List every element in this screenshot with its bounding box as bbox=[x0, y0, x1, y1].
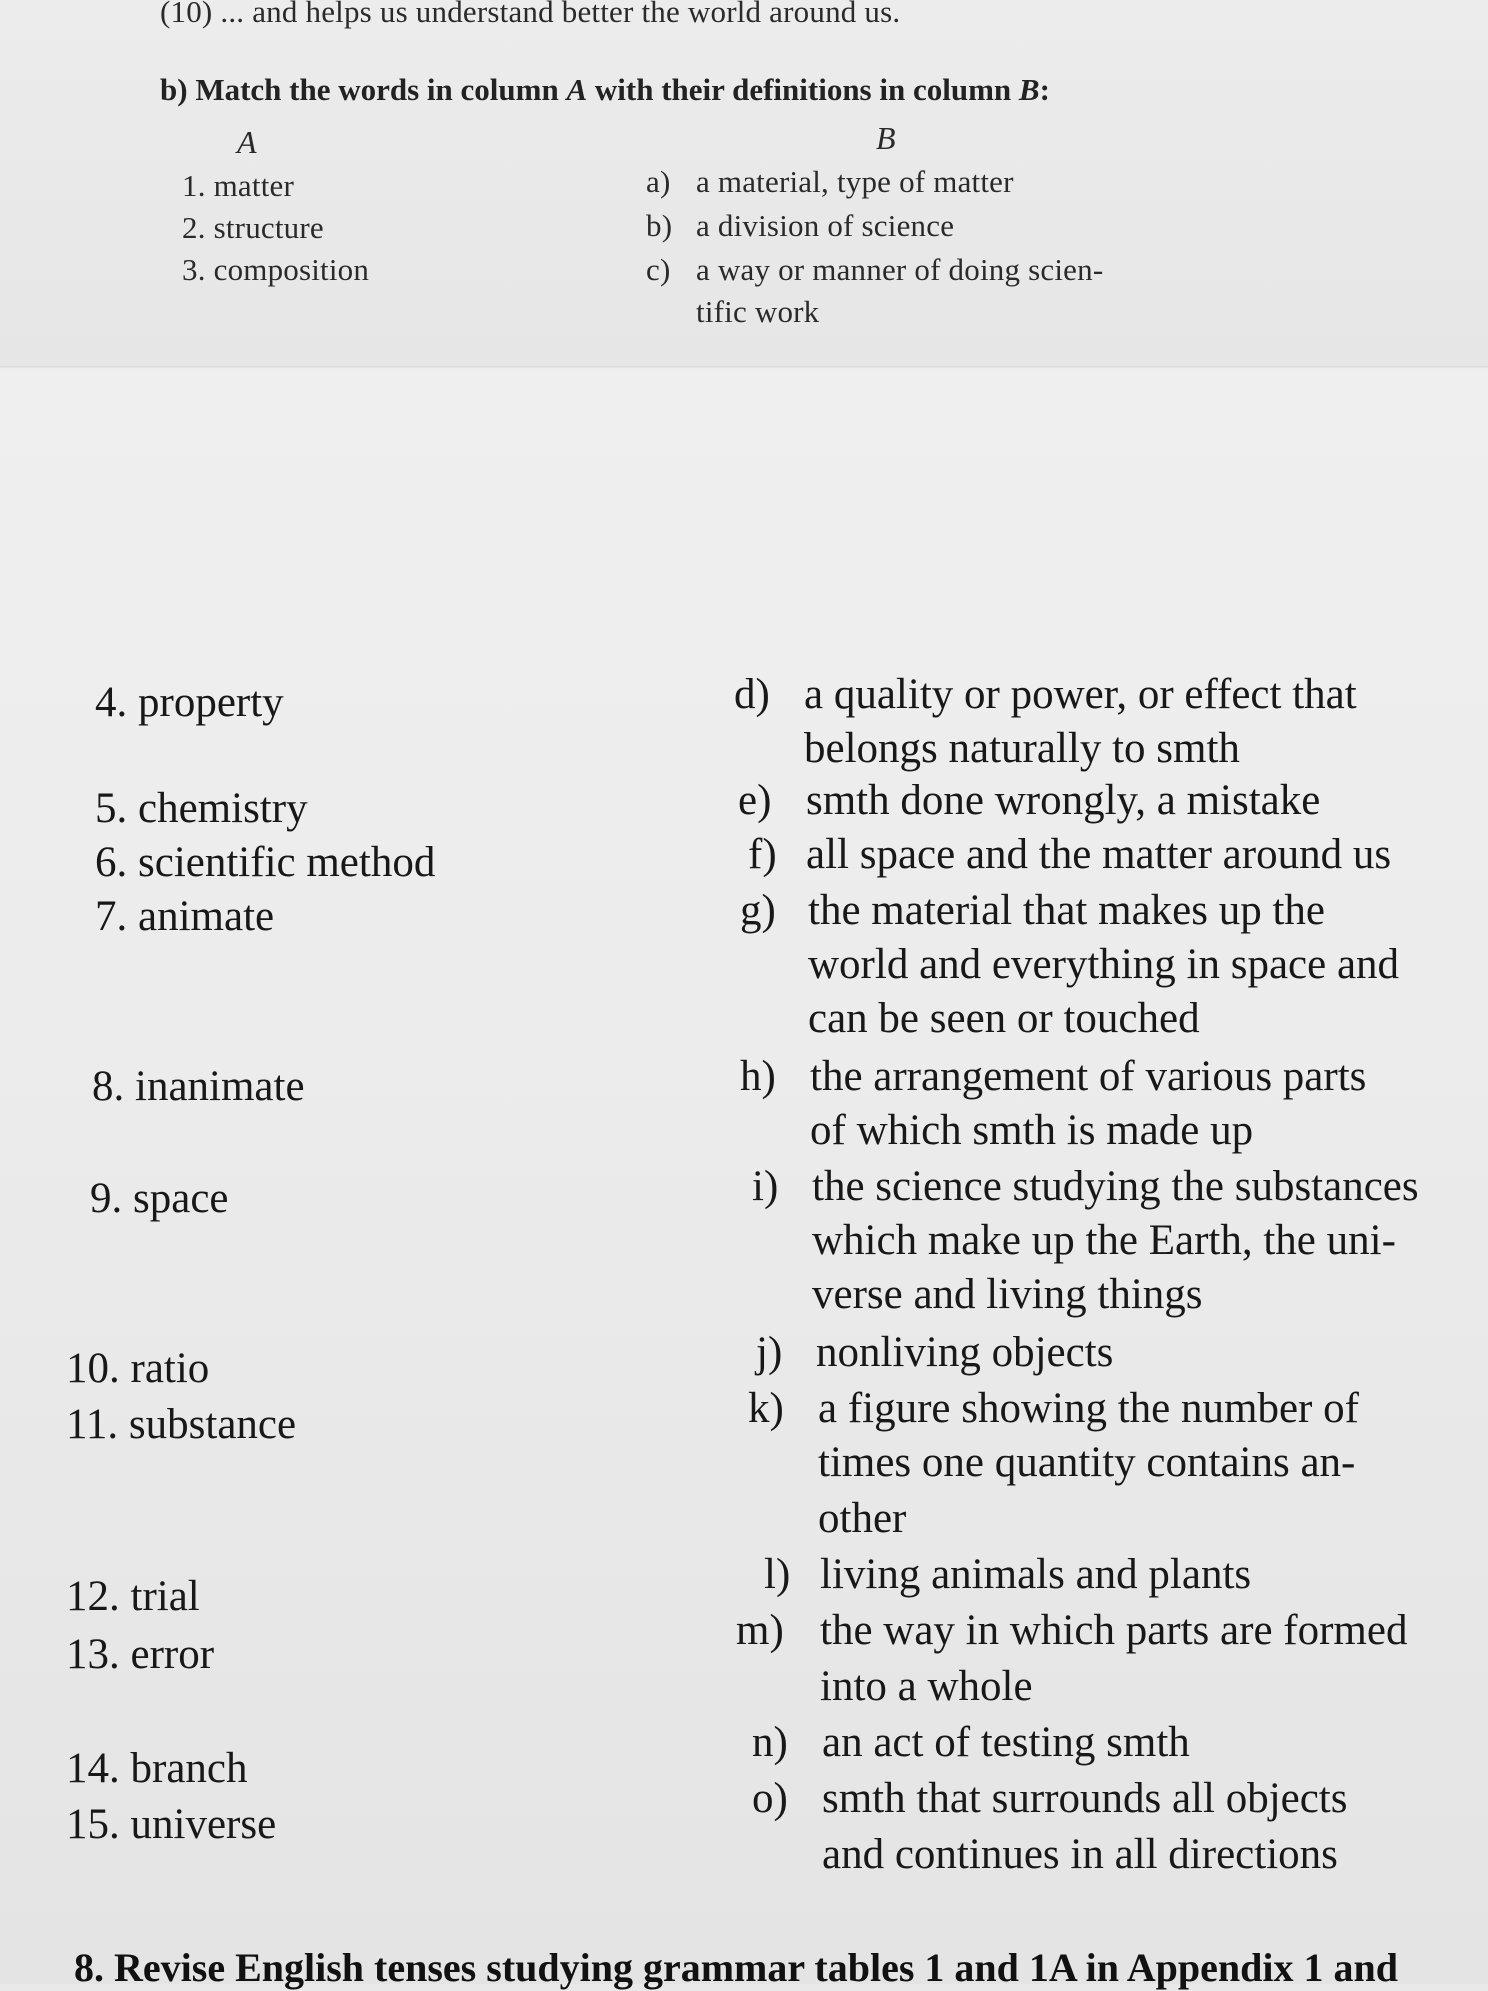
definition-text-b: a division of science bbox=[696, 208, 955, 243]
word-number: 1. bbox=[182, 168, 206, 203]
definition-letter-o: o) bbox=[752, 1775, 788, 1822]
definition-text-i-line-2: which make up the Earth, the uni- bbox=[812, 1217, 1396, 1264]
definition-text-g-line-2: world and everything in space and bbox=[808, 941, 1400, 988]
definition-letter-k: k) bbox=[748, 1385, 784, 1432]
definition-text-m-line-2: into a whole bbox=[820, 1663, 1033, 1710]
word-item-11 bbox=[66, 1400, 296, 1449]
word-number: 12. bbox=[66, 1573, 120, 1620]
definition-text-j: nonliving objects bbox=[816, 1329, 1114, 1376]
definition-text-o-line-2: and continues in all directions bbox=[822, 1831, 1338, 1878]
word-number: 10. bbox=[66, 1345, 120, 1392]
word-item-7 bbox=[95, 892, 274, 941]
word-item-1 bbox=[182, 168, 294, 204]
word-number: 13. bbox=[66, 1631, 120, 1678]
word-number: 4. bbox=[95, 679, 128, 726]
word-text: branch bbox=[130, 1745, 248, 1792]
definition-text-i-line-3: verse and living things bbox=[812, 1271, 1203, 1318]
word-number: 11. bbox=[66, 1401, 119, 1448]
definition-letter-g: g) bbox=[740, 887, 776, 934]
definition-text-c-line-1: a way or manner of doing scien- bbox=[696, 252, 1104, 287]
word-text: animate bbox=[138, 893, 275, 940]
word-text: substance bbox=[128, 1401, 297, 1448]
definition-text-h-line-2: of which smth is made up bbox=[810, 1107, 1254, 1154]
word-text: property bbox=[138, 679, 284, 726]
word-text: composition bbox=[213, 252, 370, 287]
exercise-heading bbox=[160, 72, 1050, 108]
word-number: 8. bbox=[92, 1063, 125, 1110]
word-item-5 bbox=[95, 784, 308, 833]
heading-col-b: B bbox=[1018, 72, 1040, 107]
word-text: space bbox=[133, 1175, 229, 1222]
definition-text-g-line-1: the material that makes up the bbox=[808, 887, 1326, 934]
next-exercise-line: 8. Revise English tenses studying grammar tables 1 and 1A in Appendix 1 and bbox=[74, 1945, 1398, 1990]
definition-text-e: smth done wrongly, a mistake bbox=[806, 777, 1321, 824]
definition-letter-b: b) bbox=[646, 208, 673, 243]
definition-text-d-line-1: a quality or power, or effect that bbox=[804, 671, 1357, 718]
word-number: 15. bbox=[66, 1801, 120, 1848]
intro-line: (10) ... and helps us understand better the world around us. bbox=[160, 0, 901, 29]
definition-letter-m: m) bbox=[736, 1607, 784, 1654]
definition-letter-c: c) bbox=[646, 252, 671, 287]
definition-letter-d: d) bbox=[734, 671, 770, 718]
word-text: ratio bbox=[130, 1345, 210, 1392]
word-text: inanimate bbox=[135, 1063, 305, 1110]
definition-text-l: living animals and plants bbox=[820, 1551, 1252, 1598]
definition-letter-j: j) bbox=[756, 1329, 783, 1376]
heading-col-a: A bbox=[566, 72, 588, 107]
word-number: 14. bbox=[66, 1745, 120, 1792]
heading-suffix: : bbox=[1039, 72, 1050, 107]
word-number: 6. bbox=[95, 839, 128, 886]
word-item-4 bbox=[95, 678, 284, 727]
word-text: error bbox=[130, 1631, 215, 1678]
word-item-12 bbox=[66, 1572, 200, 1621]
definition-letter-l: l) bbox=[764, 1551, 791, 1598]
word-item-6 bbox=[95, 838, 435, 887]
definition-text-i-line-1: the science studying the substances bbox=[812, 1163, 1419, 1210]
word-text: scientific method bbox=[138, 839, 436, 886]
definition-text-f: all space and the matter around us bbox=[806, 831, 1392, 878]
word-text: structure bbox=[213, 210, 324, 245]
word-item-14 bbox=[66, 1744, 248, 1793]
word-number: 2. bbox=[182, 210, 206, 245]
word-number: 9. bbox=[90, 1175, 123, 1222]
column-b-header: B bbox=[876, 120, 896, 156]
word-number: 3. bbox=[182, 252, 206, 287]
word-item-10 bbox=[66, 1344, 209, 1393]
definition-letter-n: n) bbox=[752, 1719, 788, 1766]
word-item-15 bbox=[66, 1800, 276, 1849]
word-item-2 bbox=[182, 210, 324, 246]
definition-text-n: an act of testing smth bbox=[822, 1719, 1190, 1766]
word-item-13 bbox=[66, 1630, 214, 1679]
word-number: 5. bbox=[95, 785, 128, 832]
definition-letter-a: a) bbox=[646, 164, 671, 199]
heading-prefix: b) Match the words in column bbox=[160, 72, 567, 107]
word-text: chemistry bbox=[138, 785, 308, 832]
definition-letter-h: h) bbox=[740, 1053, 776, 1100]
definition-text-g-line-3: can be seen or touched bbox=[808, 995, 1200, 1042]
word-text: universe bbox=[130, 1801, 277, 1848]
definition-text-a: a material, type of matter bbox=[696, 164, 1014, 199]
definition-text-k-line-2: times one quantity contains an- bbox=[818, 1439, 1356, 1486]
word-item-8 bbox=[92, 1062, 305, 1111]
definition-text-k-line-1: a figure showing the number of bbox=[818, 1385, 1359, 1432]
definition-text-k-line-3: other bbox=[818, 1495, 907, 1542]
word-text: matter bbox=[213, 168, 294, 203]
heading-middle: with their definitions in column bbox=[587, 72, 1019, 107]
column-a-header: A bbox=[237, 124, 257, 160]
word-item-3 bbox=[182, 252, 369, 288]
word-number: 7. bbox=[95, 893, 128, 940]
word-text: trial bbox=[130, 1573, 200, 1620]
word-item-9 bbox=[90, 1174, 229, 1223]
definition-text-h-line-1: the arrangement of various parts bbox=[810, 1053, 1367, 1100]
definition-letter-i: i) bbox=[752, 1163, 779, 1210]
definition-text-o-line-1: smth that surrounds all objects bbox=[822, 1775, 1348, 1822]
definition-text-d-line-2: belongs naturally to smth bbox=[804, 725, 1240, 772]
definition-text-c-line-2: tific work bbox=[696, 294, 820, 329]
definition-text-m-line-1: the way in which parts are formed bbox=[820, 1607, 1408, 1654]
definition-letter-f: f) bbox=[748, 831, 777, 878]
definition-letter-e: e) bbox=[738, 777, 772, 824]
